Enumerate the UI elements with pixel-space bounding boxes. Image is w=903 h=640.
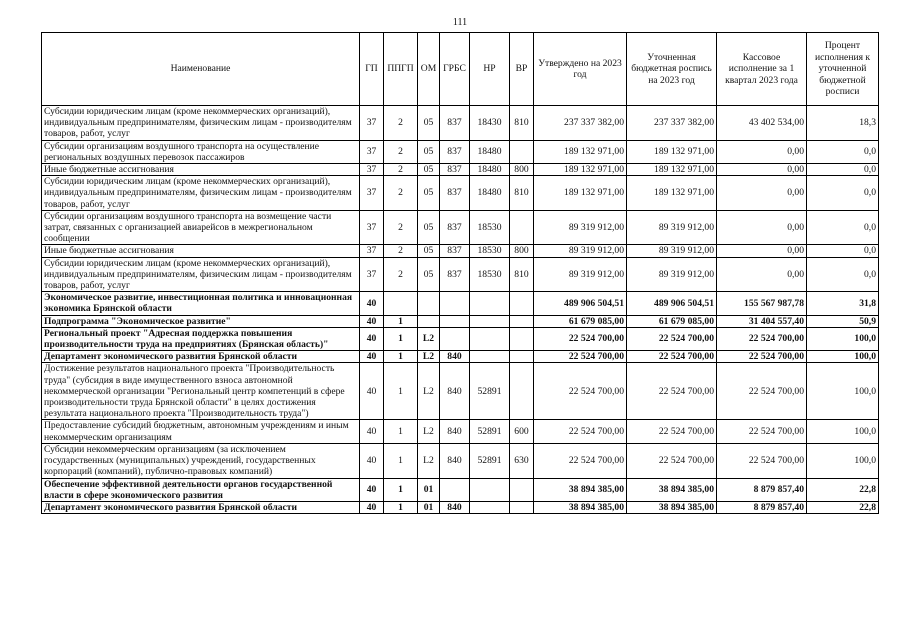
cell-cash: 31 404 557,40 [717, 315, 807, 327]
header-ppgp: ППГП [384, 33, 418, 106]
cell-vr: 630 [510, 443, 534, 478]
cell-om: 01 [418, 501, 440, 513]
cell-cash: 22 524 700,00 [717, 420, 807, 443]
cell-percent: 100,0 [807, 351, 879, 363]
cell-name: Субсидии юридическим лицам (кроме некоммерческих организаций), индивидуальным предпринимателям, физическим лицам - производителям товаров, работ, услуг [42, 106, 360, 141]
table-row [42, 327, 879, 350]
cell-refined: 22 524 700,00 [627, 420, 717, 443]
header-cash: Кассовое исполнение за 1 квартал 2023 года [717, 33, 807, 106]
cell-name: Субсидии юридическим лицам (кроме некоммерческих организаций), индивидуальным предпринимателям, физическим лицам - производителям товаров, работ, услуг [42, 176, 360, 211]
table-row [42, 351, 879, 363]
cell-percent: 31,8 [807, 292, 879, 315]
cell-np [470, 315, 510, 327]
cell-np: 18480 [470, 140, 510, 163]
cell-refined: 22 524 700,00 [627, 443, 717, 478]
cell-cash: 43 402 534,00 [717, 106, 807, 141]
table-row [42, 106, 879, 141]
cell-om [418, 315, 440, 327]
table-body [42, 106, 879, 514]
cell-percent: 0,0 [807, 245, 879, 257]
cell-approved: 89 319 912,00 [534, 257, 627, 292]
header-np: НР [470, 33, 510, 106]
cell-gp: 37 [360, 245, 384, 257]
cell-refined: 489 906 504,51 [627, 292, 717, 315]
table-row [42, 363, 879, 420]
cell-np: 52891 [470, 420, 510, 443]
cell-ppgp: 1 [384, 351, 418, 363]
cell-np: 52891 [470, 443, 510, 478]
cell-om: 05 [418, 210, 440, 245]
cell-ppgp: 2 [384, 164, 418, 176]
cell-approved: 22 524 700,00 [534, 443, 627, 478]
cell-vr: 800 [510, 164, 534, 176]
cell-grbs [440, 315, 470, 327]
cell-ppgp: 2 [384, 257, 418, 292]
cell-grbs: 840 [440, 351, 470, 363]
table-row [42, 315, 879, 327]
cell-cash: 8 879 857,40 [717, 501, 807, 513]
budget-execution-table [41, 32, 879, 514]
cell-vr: 600 [510, 420, 534, 443]
cell-np [470, 501, 510, 513]
cell-name: Обеспечение эффективной деятельности органов государственной власти в сфере экономического развития [42, 478, 360, 501]
cell-cash: 0,00 [717, 210, 807, 245]
cell-gp: 40 [360, 363, 384, 420]
cell-gp: 37 [360, 164, 384, 176]
cell-refined: 38 894 385,00 [627, 478, 717, 501]
cell-gp: 40 [360, 292, 384, 315]
cell-om: 05 [418, 140, 440, 163]
cell-refined: 38 894 385,00 [627, 501, 717, 513]
cell-ppgp: 1 [384, 420, 418, 443]
cell-vr: 810 [510, 257, 534, 292]
cell-percent: 0,0 [807, 210, 879, 245]
cell-cash: 8 879 857,40 [717, 478, 807, 501]
cell-cash: 22 524 700,00 [717, 327, 807, 350]
cell-gp: 40 [360, 443, 384, 478]
cell-grbs [440, 478, 470, 501]
cell-percent: 100,0 [807, 363, 879, 420]
cell-vr [510, 351, 534, 363]
cell-vr: 800 [510, 245, 534, 257]
cell-percent: 0,0 [807, 257, 879, 292]
cell-vr: 810 [510, 106, 534, 141]
cell-gp: 40 [360, 478, 384, 501]
cell-om: 05 [418, 164, 440, 176]
header-grbs: ГРБС [440, 33, 470, 106]
header-approved: Утверждено на 2023 год [534, 33, 627, 106]
cell-np: 18530 [470, 257, 510, 292]
cell-refined: 89 319 912,00 [627, 210, 717, 245]
table-row [42, 257, 879, 292]
cell-ppgp: 2 [384, 106, 418, 141]
cell-name: Региональный проект "Адресная поддержка повышения производительности труда на предприятиях (Брянская область)" [42, 327, 360, 350]
table-row [42, 478, 879, 501]
cell-ppgp: 1 [384, 363, 418, 420]
cell-grbs [440, 292, 470, 315]
cell-np: 18430 [470, 106, 510, 141]
cell-grbs: 837 [440, 245, 470, 257]
cell-cash: 22 524 700,00 [717, 351, 807, 363]
table-row [42, 501, 879, 513]
cell-name: Достижение результатов национального проекта "Производительность труда" (субсидия в виде имущественного взноса автономной некоммерческой организации "Региональный центр компетенций в сфере производительности труда Брянской области" в целях достижения результата национального проекта "Производительность труда") [42, 363, 360, 420]
header-vr: ВР [510, 33, 534, 106]
cell-cash: 0,00 [717, 164, 807, 176]
cell-gp: 37 [360, 210, 384, 245]
cell-np: 18480 [470, 164, 510, 176]
cell-approved: 22 524 700,00 [534, 420, 627, 443]
cell-refined: 189 132 971,00 [627, 140, 717, 163]
cell-percent: 22,8 [807, 501, 879, 513]
cell-grbs: 840 [440, 443, 470, 478]
cell-om: L2 [418, 327, 440, 350]
cell-np [470, 327, 510, 350]
cell-cash: 22 524 700,00 [717, 363, 807, 420]
cell-np [470, 292, 510, 315]
cell-refined: 61 679 085,00 [627, 315, 717, 327]
cell-om: 05 [418, 257, 440, 292]
cell-refined: 189 132 971,00 [627, 176, 717, 211]
cell-vr [510, 327, 534, 350]
cell-vr [510, 315, 534, 327]
cell-refined: 22 524 700,00 [627, 351, 717, 363]
cell-approved: 189 132 971,00 [534, 164, 627, 176]
cell-vr [510, 501, 534, 513]
cell-cash: 0,00 [717, 245, 807, 257]
cell-approved: 22 524 700,00 [534, 363, 627, 420]
cell-ppgp: 1 [384, 315, 418, 327]
cell-name: Предоставление субсидий бюджетным, автономным учреждениям и иным некоммерческим организациям [42, 420, 360, 443]
table-row [42, 292, 879, 315]
cell-name: Субсидии юридическим лицам (кроме некоммерческих организаций), индивидуальным предпринимателям, физическим лицам - производителям товаров, работ, услуг [42, 257, 360, 292]
cell-name: Департамент экономического развития Брянской области [42, 351, 360, 363]
cell-ppgp: 2 [384, 210, 418, 245]
cell-gp: 40 [360, 315, 384, 327]
cell-gp: 37 [360, 257, 384, 292]
header-om: ОМ [418, 33, 440, 106]
cell-cash: 155 567 987,78 [717, 292, 807, 315]
cell-name: Субсидии организациям воздушного транспорта на возмещение части затрат, связанных с организацией авиарейсов в межрегиональном сообщении [42, 210, 360, 245]
cell-cash: 0,00 [717, 257, 807, 292]
table-header-row [42, 33, 879, 106]
cell-grbs: 837 [440, 257, 470, 292]
cell-approved: 489 906 504,51 [534, 292, 627, 315]
cell-np: 18530 [470, 245, 510, 257]
cell-np: 52891 [470, 363, 510, 420]
cell-percent: 0,0 [807, 164, 879, 176]
cell-vr [510, 292, 534, 315]
cell-om: L2 [418, 363, 440, 420]
cell-np: 18530 [470, 210, 510, 245]
cell-gp: 37 [360, 106, 384, 141]
cell-grbs: 837 [440, 164, 470, 176]
cell-om: L2 [418, 420, 440, 443]
cell-ppgp [384, 292, 418, 315]
cell-grbs: 837 [440, 140, 470, 163]
cell-gp: 40 [360, 501, 384, 513]
table-row [42, 420, 879, 443]
cell-percent: 0,0 [807, 176, 879, 211]
cell-percent: 100,0 [807, 327, 879, 350]
cell-grbs: 840 [440, 501, 470, 513]
cell-refined: 89 319 912,00 [627, 245, 717, 257]
header-name: Наименование [42, 33, 360, 106]
cell-om: L2 [418, 443, 440, 478]
cell-ppgp: 2 [384, 140, 418, 163]
cell-name: Департамент экономического развития Брянской области [42, 501, 360, 513]
cell-gp: 40 [360, 351, 384, 363]
cell-vr [510, 478, 534, 501]
cell-grbs: 840 [440, 420, 470, 443]
cell-om [418, 292, 440, 315]
cell-grbs: 837 [440, 106, 470, 141]
cell-name: Субсидии организациям воздушного транспорта на осуществление региональных воздушных перевозок пассажиров [42, 140, 360, 163]
cell-grbs: 840 [440, 363, 470, 420]
cell-refined: 237 337 382,00 [627, 106, 717, 141]
cell-approved: 89 319 912,00 [534, 245, 627, 257]
cell-om: 05 [418, 176, 440, 211]
cell-name: Подпрограмма "Экономическое развитие" [42, 315, 360, 327]
cell-approved: 189 132 971,00 [534, 140, 627, 163]
page-number: 111 [452, 17, 468, 28]
cell-ppgp: 2 [384, 176, 418, 211]
table-row [42, 245, 879, 257]
cell-approved: 189 132 971,00 [534, 176, 627, 211]
cell-name: Иные бюджетные ассигнования [42, 164, 360, 176]
cell-om: 05 [418, 106, 440, 141]
cell-ppgp: 1 [384, 327, 418, 350]
cell-percent: 50,9 [807, 315, 879, 327]
cell-percent: 100,0 [807, 443, 879, 478]
table-row [42, 140, 879, 163]
cell-cash: 22 524 700,00 [717, 443, 807, 478]
cell-gp: 40 [360, 420, 384, 443]
cell-percent: 100,0 [807, 420, 879, 443]
cell-vr: 810 [510, 176, 534, 211]
header-refined: Уточненная бюджетная роспись на 2023 год [627, 33, 717, 106]
cell-approved: 89 319 912,00 [534, 210, 627, 245]
cell-percent: 18,3 [807, 106, 879, 141]
cell-refined: 189 132 971,00 [627, 164, 717, 176]
cell-approved: 38 894 385,00 [534, 501, 627, 513]
header-percent: Процент исполнения к уточненной бюджетной росписи [807, 33, 879, 106]
cell-name: Иные бюджетные ассигнования [42, 245, 360, 257]
cell-vr [510, 210, 534, 245]
cell-name: Субсидии некоммерческим организациям (за исключением государственных (муниципальных) учреждений, государственных корпораций (компаний), публично-правовых компаний) [42, 443, 360, 478]
cell-vr [510, 363, 534, 420]
cell-ppgp: 1 [384, 443, 418, 478]
cell-cash: 0,00 [717, 176, 807, 211]
cell-approved: 22 524 700,00 [534, 327, 627, 350]
table-row [42, 164, 879, 176]
cell-om: L2 [418, 351, 440, 363]
cell-grbs: 837 [440, 210, 470, 245]
cell-approved: 237 337 382,00 [534, 106, 627, 141]
cell-cash: 0,00 [717, 140, 807, 163]
cell-grbs [440, 327, 470, 350]
table-row [42, 176, 879, 211]
cell-np: 18480 [470, 176, 510, 211]
cell-om: 01 [418, 478, 440, 501]
cell-approved: 38 894 385,00 [534, 478, 627, 501]
cell-np [470, 478, 510, 501]
cell-approved: 61 679 085,00 [534, 315, 627, 327]
cell-vr [510, 140, 534, 163]
cell-ppgp: 2 [384, 245, 418, 257]
cell-grbs: 837 [440, 176, 470, 211]
cell-name: Экономическое развитие, инвестиционная политика и инновационная экономика Брянской области [42, 292, 360, 315]
cell-gp: 37 [360, 176, 384, 211]
cell-ppgp: 1 [384, 501, 418, 513]
cell-percent: 22,8 [807, 478, 879, 501]
cell-refined: 89 319 912,00 [627, 257, 717, 292]
cell-np [470, 351, 510, 363]
cell-gp: 40 [360, 327, 384, 350]
cell-ppgp: 1 [384, 478, 418, 501]
cell-refined: 22 524 700,00 [627, 327, 717, 350]
cell-refined: 22 524 700,00 [627, 363, 717, 420]
cell-gp: 37 [360, 140, 384, 163]
cell-approved: 22 524 700,00 [534, 351, 627, 363]
table-row [42, 210, 879, 245]
header-gp: ГП [360, 33, 384, 106]
cell-om: 05 [418, 245, 440, 257]
table-row [42, 443, 879, 478]
cell-percent: 0,0 [807, 140, 879, 163]
